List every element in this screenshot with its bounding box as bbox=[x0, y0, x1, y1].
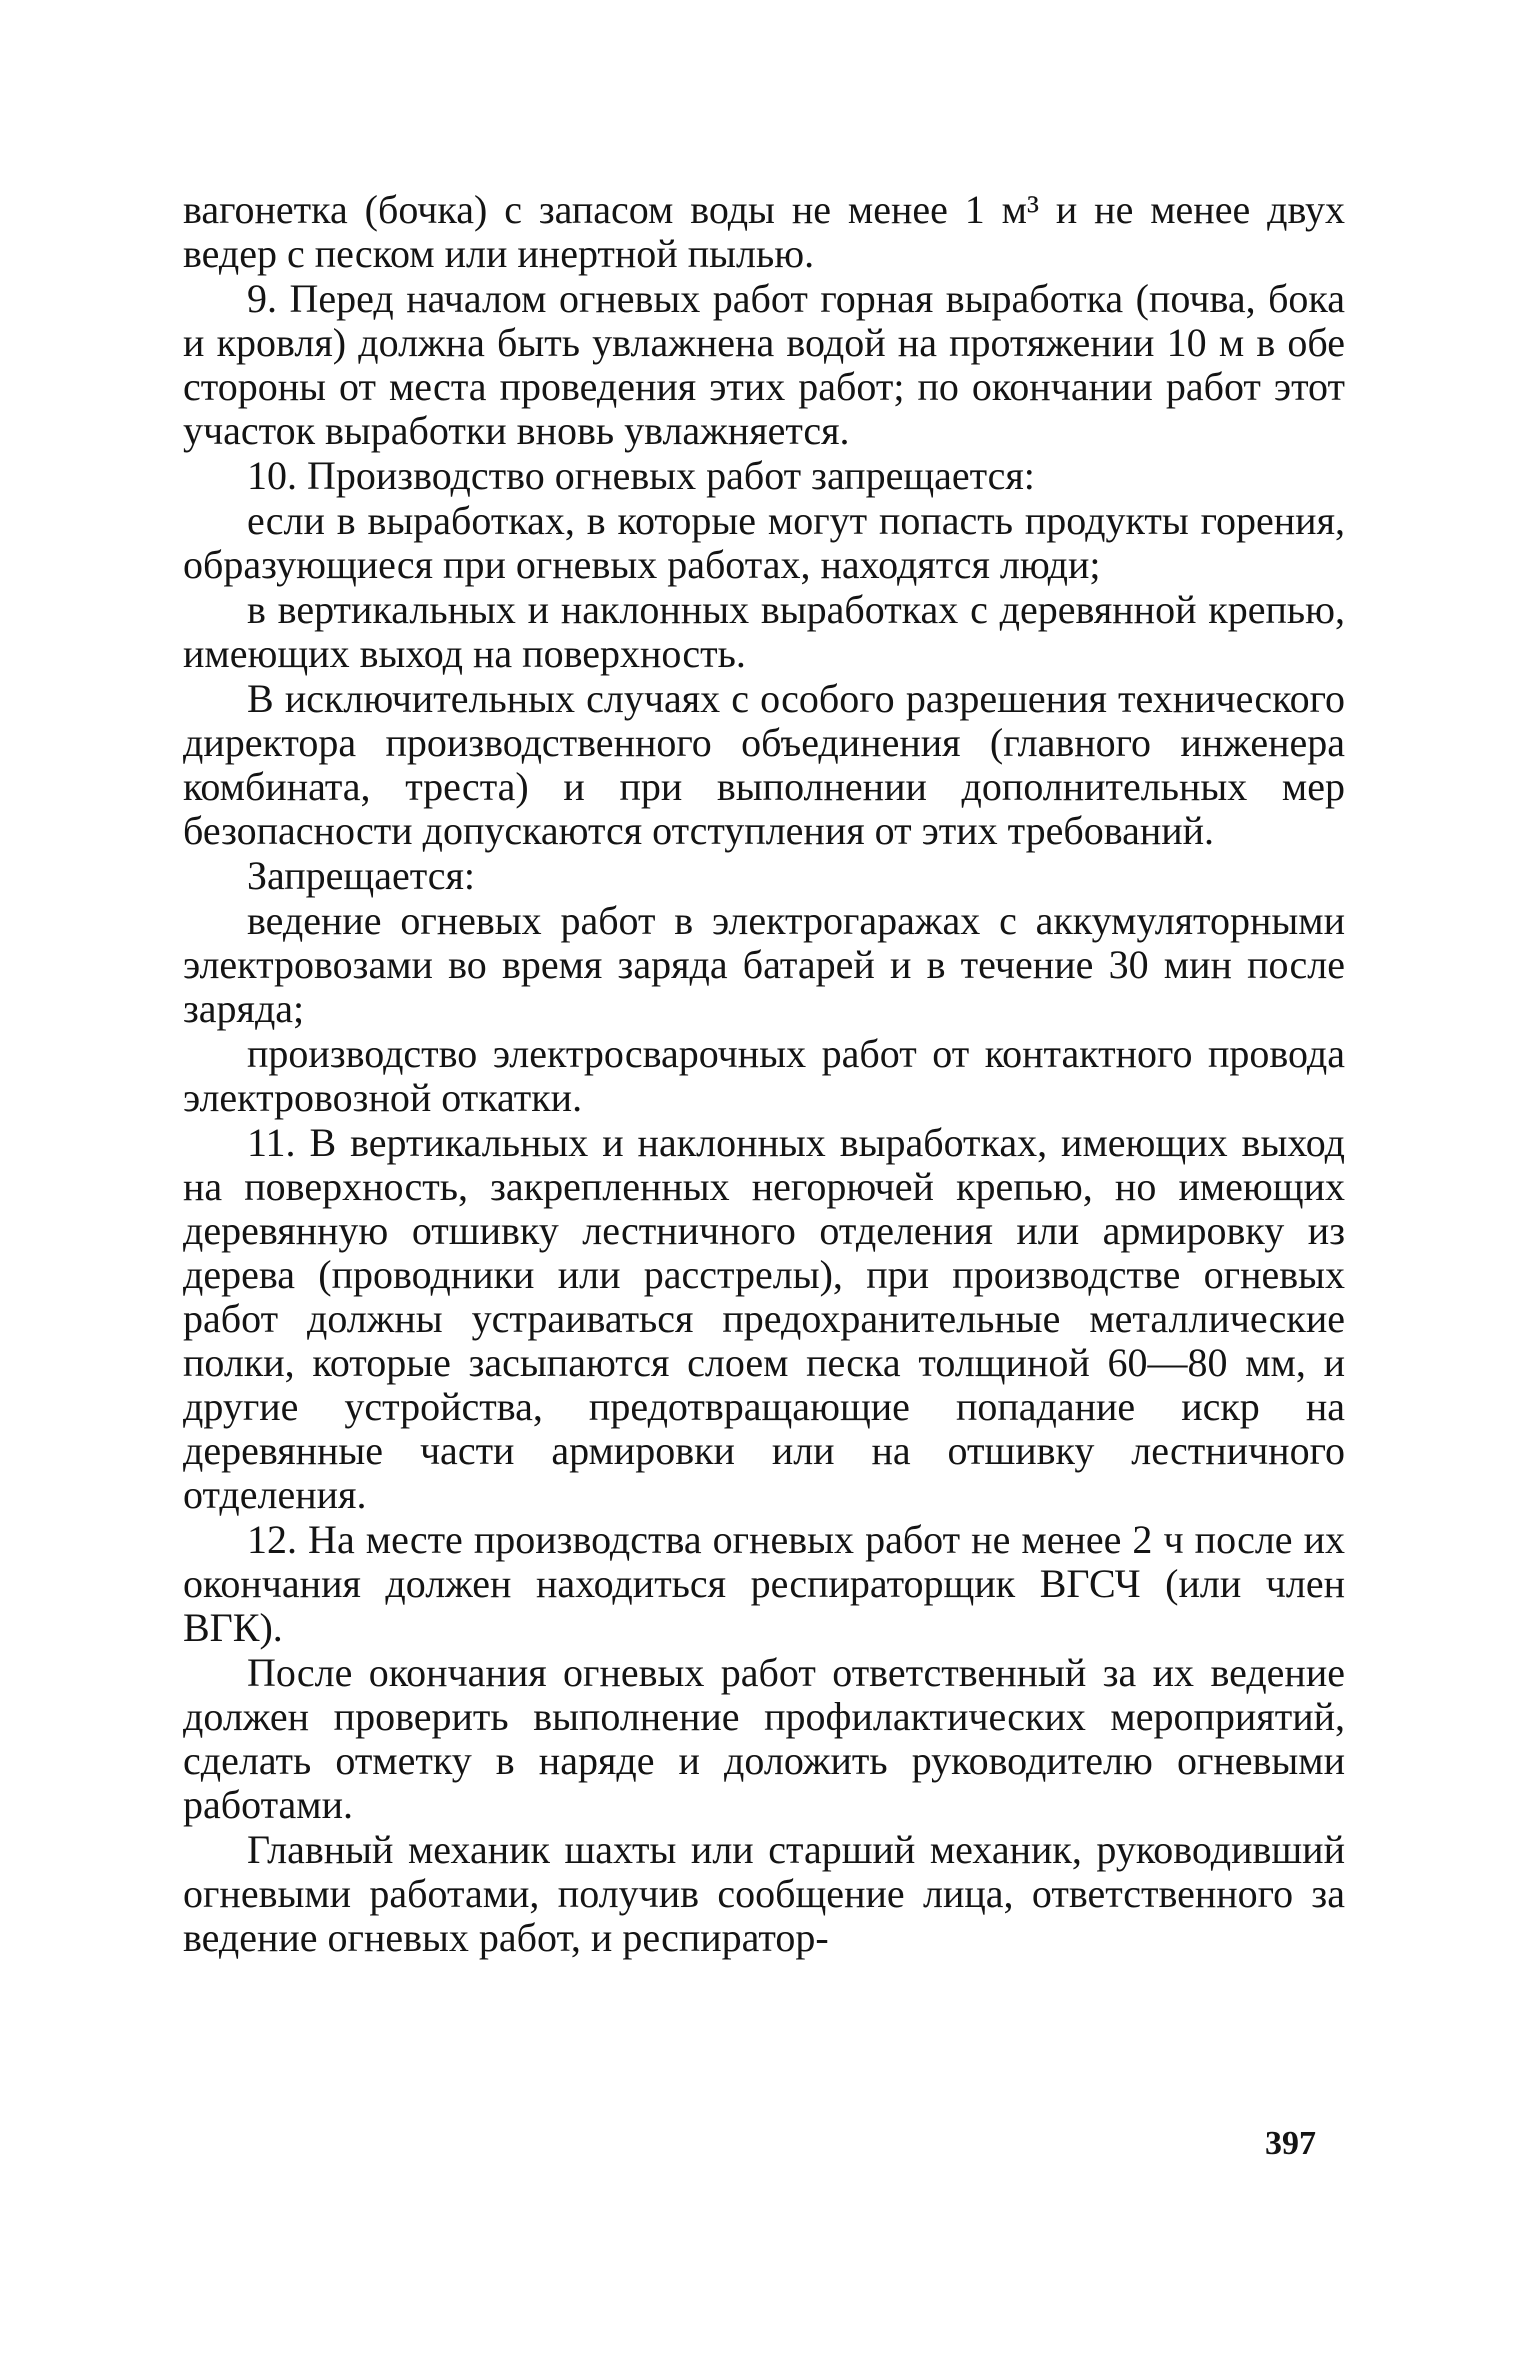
page-body bbox=[183, 188, 1345, 1961]
page-number: 397 bbox=[1265, 2125, 1316, 2162]
paragraph-6: В исключительных случаях с особого разрешения технического директора производственного объединения (главного инженера комбината, треста) и при выполнении дополнительных мер безопасности допускаются отступления от этих требований. bbox=[183, 676, 1345, 853]
paragraph-5: в вертикальных и наклонных выработках с деревянной крепью, имеющих выход на поверхность. bbox=[183, 587, 1345, 676]
paragraph-11: 12. На месте производства огневых работ не менее 2 ч после их окончания должен находиться респираторщик ВГСЧ (или член ВГК). bbox=[183, 1517, 1345, 1650]
paragraph-4: если в выработках, в которые могут попасть продукты горения, образующиеся при огневых работах, находятся люди; bbox=[183, 498, 1345, 587]
paragraph-3: 10. Производство огневых работ запрещается: bbox=[247, 453, 1035, 498]
paragraph-9: производство электросварочных работ от контактного провода электровозной откатки. bbox=[183, 1031, 1345, 1120]
paragraph-13: Главный механик шахты или старший механик, руководивший огневыми работами, получив сообщение лица, ответственного за ведение огневых работ, и респиратор- bbox=[183, 1827, 1345, 1960]
paragraph-12: После окончания огневых работ ответственный за их ведение должен проверить выполнение профилактических мероприятий, сделать отметку в наряде и доложить руководителю огневыми работами. bbox=[183, 1650, 1345, 1827]
paragraph-1: вагонетка (бочка) с запасом воды не менее 1 м³ и не менее двух ведер с песком или инертной пылью. bbox=[183, 187, 1345, 276]
paragraph-8: ведение огневых работ в электрогаражах с аккумуляторными электровозами во время заряда батарей и в течение 30 мин после заряда; bbox=[183, 898, 1345, 1031]
paragraph-7: Запрещается: bbox=[247, 853, 475, 898]
paragraph-10: 11. В вертикальных и наклонных выработках, имеющих выход на поверхность, закрепленных негорючей крепью, но имеющих деревянную отшивку лестничного отделения или армировку из дерева (проводники или расстрелы), при производстве огневых работ должны устраиваться предохранительные металлические полки, которые засыпаются слоем песка толщиной 60—80 мм, и другие устройства, предотвращающие попадание искр на деревянные части армировки или на отшивку лестничного отделения. bbox=[183, 1120, 1345, 1517]
paragraph-2: 9. Перед началом огневых работ горная выработка (почва, бока и кровля) должна быть увлажнена водой на протяжении 10 м в обе стороны от места проведения этих работ; по окончании работ этот участок выработки вновь увлажняется. bbox=[183, 276, 1345, 453]
